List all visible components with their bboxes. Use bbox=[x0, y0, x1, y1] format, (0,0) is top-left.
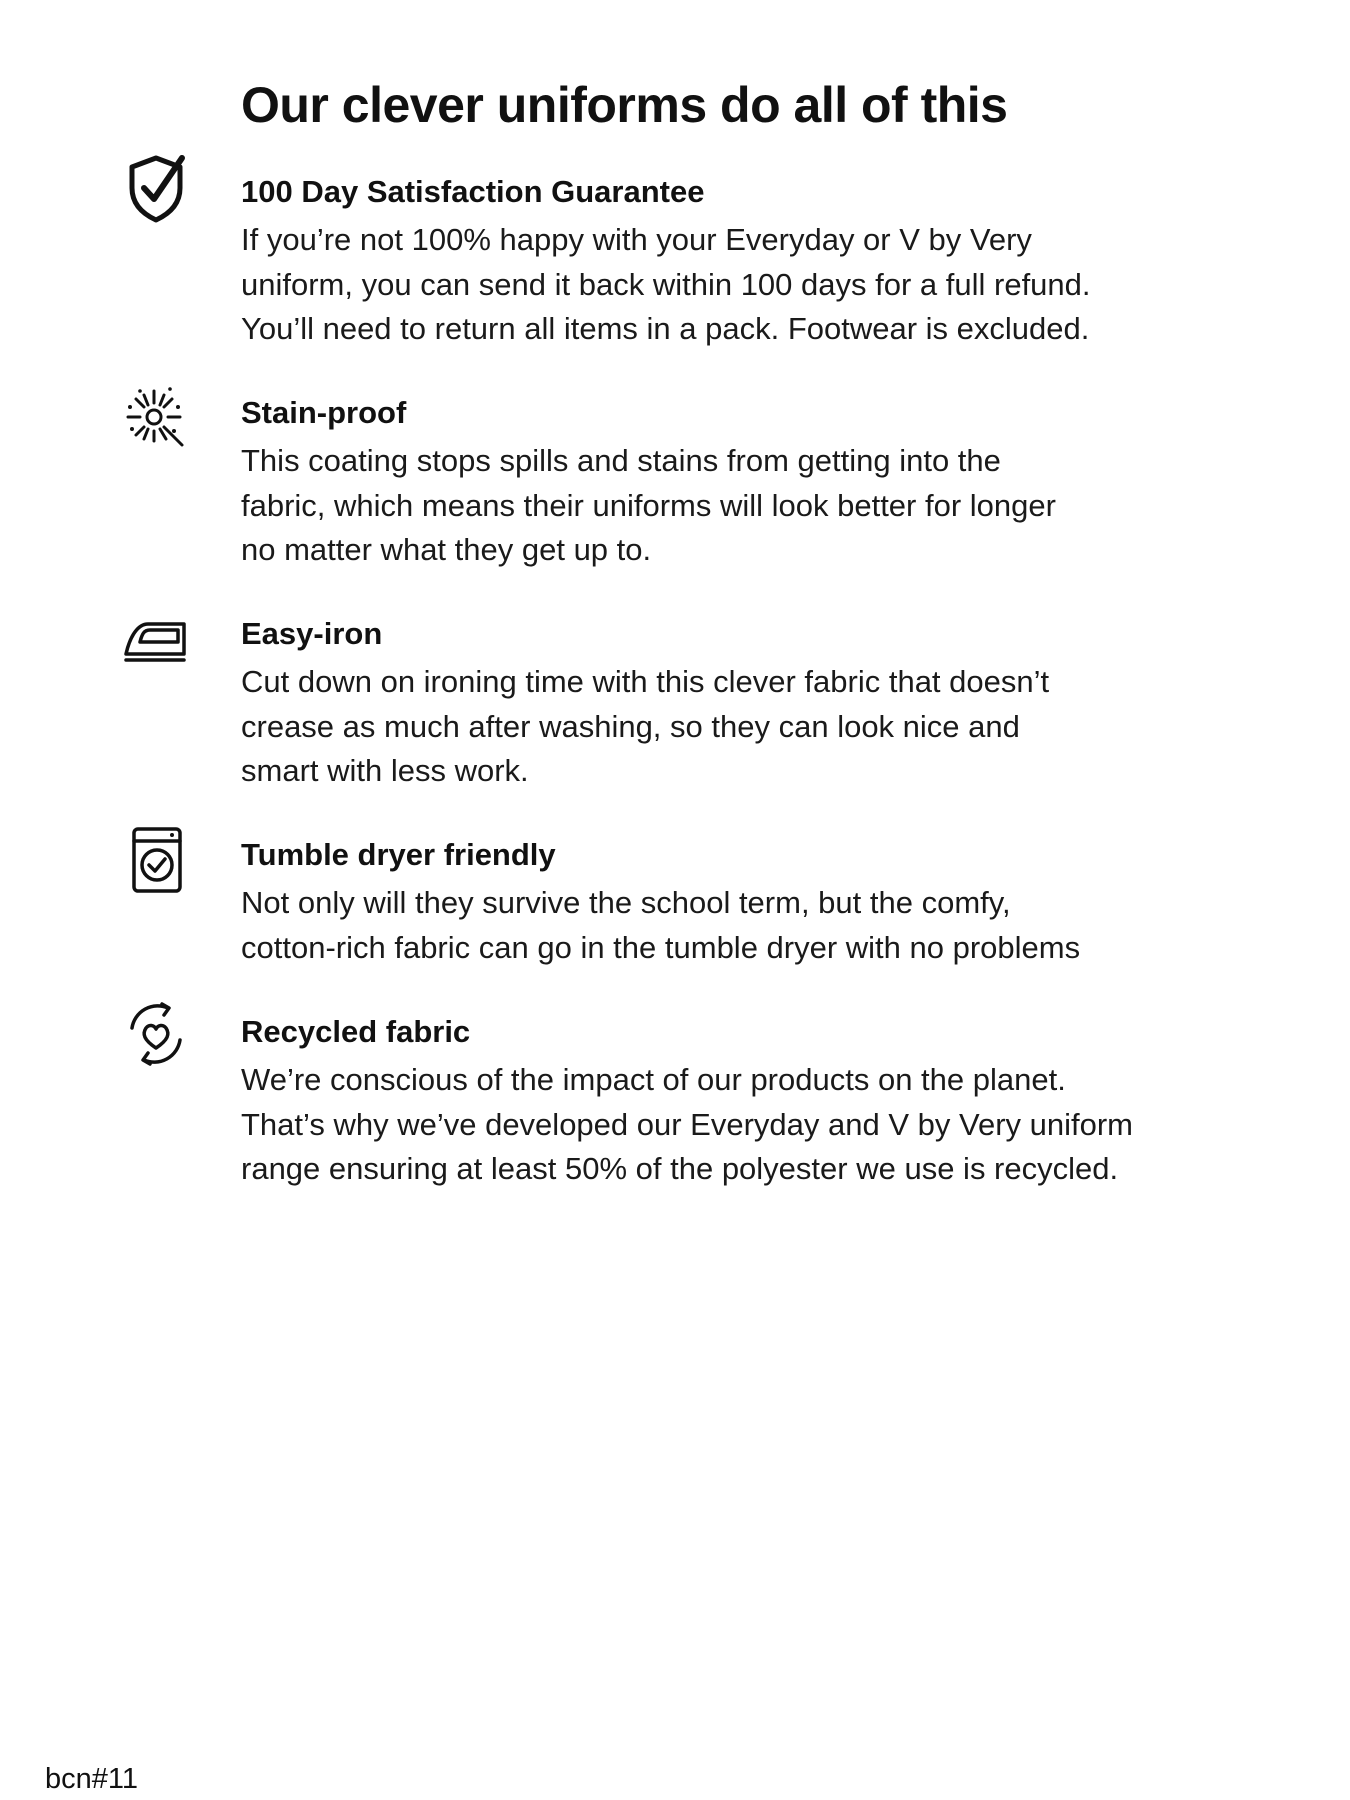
stain-burst-icon bbox=[122, 381, 190, 453]
description-line: We’re conscious of the impact of our products on the planet. bbox=[241, 1062, 1066, 1097]
page-title: Our clever uniforms do all of this bbox=[241, 77, 1008, 133]
description-line: That’s why we’ve developed our Everyday and V by Very uniform bbox=[241, 1106, 1134, 1142]
feature-description bbox=[241, 439, 1241, 573]
description-line: fabric, which means their uniforms will look better for longer bbox=[241, 487, 1056, 523]
iron-icon bbox=[122, 600, 190, 672]
feature-description bbox=[241, 881, 1241, 970]
recycle-heart-icon bbox=[122, 998, 190, 1070]
description-line: Cut down on ironing time with this clever fabric that doesn’t bbox=[241, 664, 1050, 699]
footer-code: bcn#11 bbox=[45, 1763, 138, 1795]
feature-title: Stain-proof bbox=[241, 395, 407, 430]
description-line: smart with less work. bbox=[241, 753, 529, 788]
description-line: cotton-rich fabric can go in the tumble dryer with no problems bbox=[241, 929, 1081, 965]
description-line: range ensuring at least 50% of the polyester we use is recycled. bbox=[241, 1151, 1119, 1186]
description-line: uniform, you can send it back within 100 days for a full refund. bbox=[241, 266, 1091, 302]
feature-text bbox=[241, 172, 1241, 352]
description-line: no matter what they get up to. bbox=[241, 532, 652, 567]
feature-description bbox=[241, 1058, 1241, 1192]
feature-title: 100 Day Satisfaction Guarantee bbox=[241, 174, 705, 209]
feature-title: Recycled fabric bbox=[241, 1014, 471, 1049]
feature-text bbox=[241, 393, 1241, 573]
shield-check-icon bbox=[122, 152, 190, 224]
description-line: If you’re not 100% happy with your Everyday or V by Very bbox=[241, 222, 1032, 257]
description-line: This coating stops spills and stains from getting into the bbox=[241, 443, 1001, 478]
feature-description bbox=[241, 218, 1241, 352]
feature-description bbox=[241, 660, 1241, 794]
feature-text bbox=[241, 614, 1241, 794]
tumble-dryer-icon bbox=[122, 823, 190, 895]
feature-title: Tumble dryer friendly bbox=[241, 837, 556, 872]
feature-text bbox=[241, 835, 1241, 970]
feature-title: Easy-iron bbox=[241, 616, 383, 651]
feature-text bbox=[241, 1012, 1241, 1192]
description-line: crease as much after washing, so they can look nice and bbox=[241, 708, 1020, 744]
description-line: You’ll need to return all items in a pack. Footwear is excluded. bbox=[241, 311, 1090, 346]
description-line: Not only will they survive the school term, but the comfy, bbox=[241, 885, 1011, 920]
